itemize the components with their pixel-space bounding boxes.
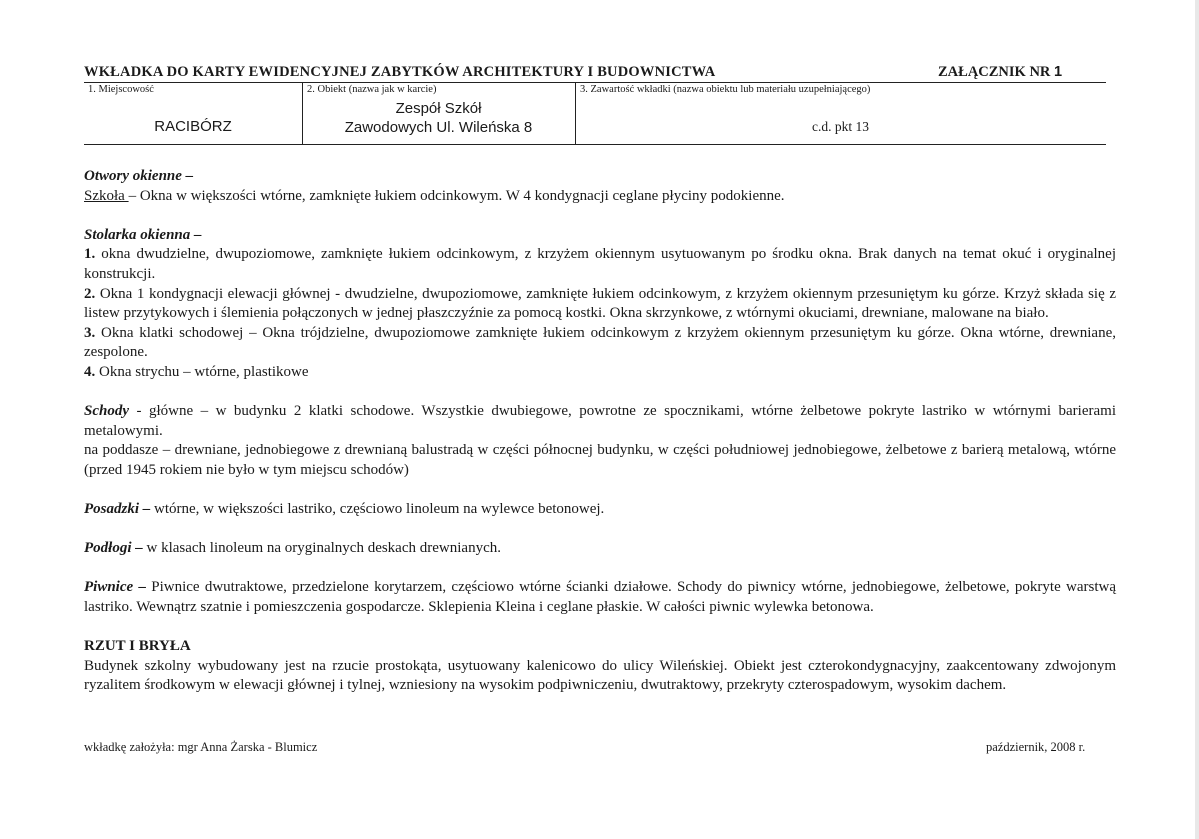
item-number: 4. (84, 363, 96, 380)
paragraph-schody (84, 402, 1116, 441)
otwory-lead: Szkoła (84, 187, 129, 204)
item-text: Okna klatki schodowej – Okna trójdzielne, dwupoziomowe zamknięte łukiem odcinkowym z krzyżem okiennym przesuniętym ku górze. Okna wtórne, drewniane, zespolone. (84, 324, 1116, 361)
list-item (84, 285, 1116, 324)
footer-date: październik, 2008 r. (986, 740, 1086, 754)
item-number: 1. (84, 246, 96, 263)
object-name-line-2: Zawodowych Ul. Wileńska 8 (344, 119, 533, 136)
field-value-content: c.d. pkt 13 (812, 119, 869, 134)
paragraph-piwnice (84, 578, 1116, 617)
podlogi-text: w klasach linoleum na oryginalnych deskach drewnianych. (142, 540, 501, 557)
scan-edge (1195, 0, 1199, 839)
paragraph-rzut: Budynek szkolny wybudowany jest na rzucie prostokąta, usytuowany kalenicowo do ulicy Wileńskiej. Obiekt jest czterokondygnacyjny, zaakcentowany zdwojonym ryzalitem środkowym w elewacji głównej i tylnej, wzniesiony na wysokim podpiwniczeniu, dwutraktowy, przekryty czterospadowym, wysokim dachem. (84, 657, 1116, 694)
object-name-line-1: Zespół Szkół (395, 100, 482, 117)
footer-author: wkładkę założyła: mgr Anna Żarska - Blumicz (84, 740, 318, 754)
item-text: okna dwudzielne, dwupoziomowe, zamknięte łukiem odcinkowym, z krzyżem okiennym usytuowanym po środku okna. Brak danych na temat okuć i oryginalnej konstrukcji. (84, 246, 1116, 282)
header-top-rule (84, 82, 1106, 83)
list-item (84, 245, 1116, 284)
annex-label (938, 64, 1062, 81)
paragraph-podlogi (84, 539, 1116, 559)
document-body (84, 167, 1116, 696)
annex-label-text: ZAŁĄCZNIK NR (938, 64, 1051, 80)
field-value-object (302, 99, 575, 137)
field-label-locality: 1. Miejscowość (88, 84, 154, 95)
section-heading-stolarka: Stolarka okienna – (84, 226, 202, 243)
paragraph-otwory (84, 187, 1116, 207)
field-label-object: 2. Obiekt (nazwa jak w karcie) (307, 84, 437, 95)
list-item (84, 363, 1116, 383)
section-heading-posadzki: Posadzki – (84, 501, 151, 518)
section-heading-schody: Schody (84, 403, 129, 420)
item-number: 3. (84, 324, 96, 341)
section-heading-podlogi: Podłogi – (84, 540, 143, 557)
field-label-content: 3. Zawartość wkładki (nazwa obiektu lub materiału uzupełniającego) (580, 84, 871, 95)
section-heading-otwory: Otwory okienne – (84, 168, 194, 184)
paragraph-posadzki (84, 500, 1116, 520)
field-value-locality: RACIBÓRZ (154, 118, 232, 135)
item-number: 2. (84, 285, 96, 302)
schody-text-1: - główne – w budynku 2 klatki schodowe. Wszystkie dwubiegowe, powrotne ze spocznikami, wtórne żelbetowe pokryte lastriko w wtórnymi barierami metalowymi. (84, 403, 1116, 439)
item-text: Okna 1 kondygnacji elewacji głównej - dwudzielne, dwupoziomowe, zamknięte łukiem odcinkowym, z krzyżem okiennym przesuniętym ku górze. Krzyż składa się z listew przytykowych i ślemienia połączonych w jednej płaszczyźnie za pomocą kostki. Okna skrzynkowe, z wtórnymi okuciami, drewniane, malowane na biało. (84, 285, 1116, 322)
section-heading-rzut: RZUT I BRYŁA (84, 638, 191, 655)
paragraph-schody-attic: na poddasze – drewniane, jednobiegowe z drewnianą balustradą w części północnej budynku, w części południowej jednobiegowe, żelbetowe z barierą metalową, wtórne (przed 1945 rokiem nie było w tym miejscu schodów) (84, 442, 1116, 478)
item-text: Okna strychu – wtórne, plastikowe (95, 363, 309, 380)
posadzki-text: wtórne, w większości lastriko, częściowo linoleum na wylewce betonowej. (150, 501, 605, 518)
list-item (84, 324, 1116, 363)
form-title: WKŁADKA DO KARTY EWIDENCYJNEJ ZABYTKÓW ARCHITEKTURY I BUDOWNICTWA (84, 64, 716, 80)
piwnice-text: Piwnice dwutraktowe, przedzielone korytarzem, częściowo wtórne ścianki działowe. Schody do piwnicy wtórne, jednobiegowe, żelbetowe, pokryte warstwą lastriko. Wewnątrz szatnie i pomieszczenia gospodarcze. Sklepienia Kleina i ceglane płaskie. W całości piwnic wylewka betonowa. (84, 579, 1116, 616)
otwory-text: – Okna w większości wtórne, zamknięte łukiem odcinkowym. W 4 kondygnacji ceglane płyciny podokienne. (128, 187, 785, 204)
header-bottom-rule (84, 144, 1106, 145)
annex-number: 1 (1054, 64, 1063, 80)
section-heading-piwnice: Piwnice – (84, 579, 146, 596)
